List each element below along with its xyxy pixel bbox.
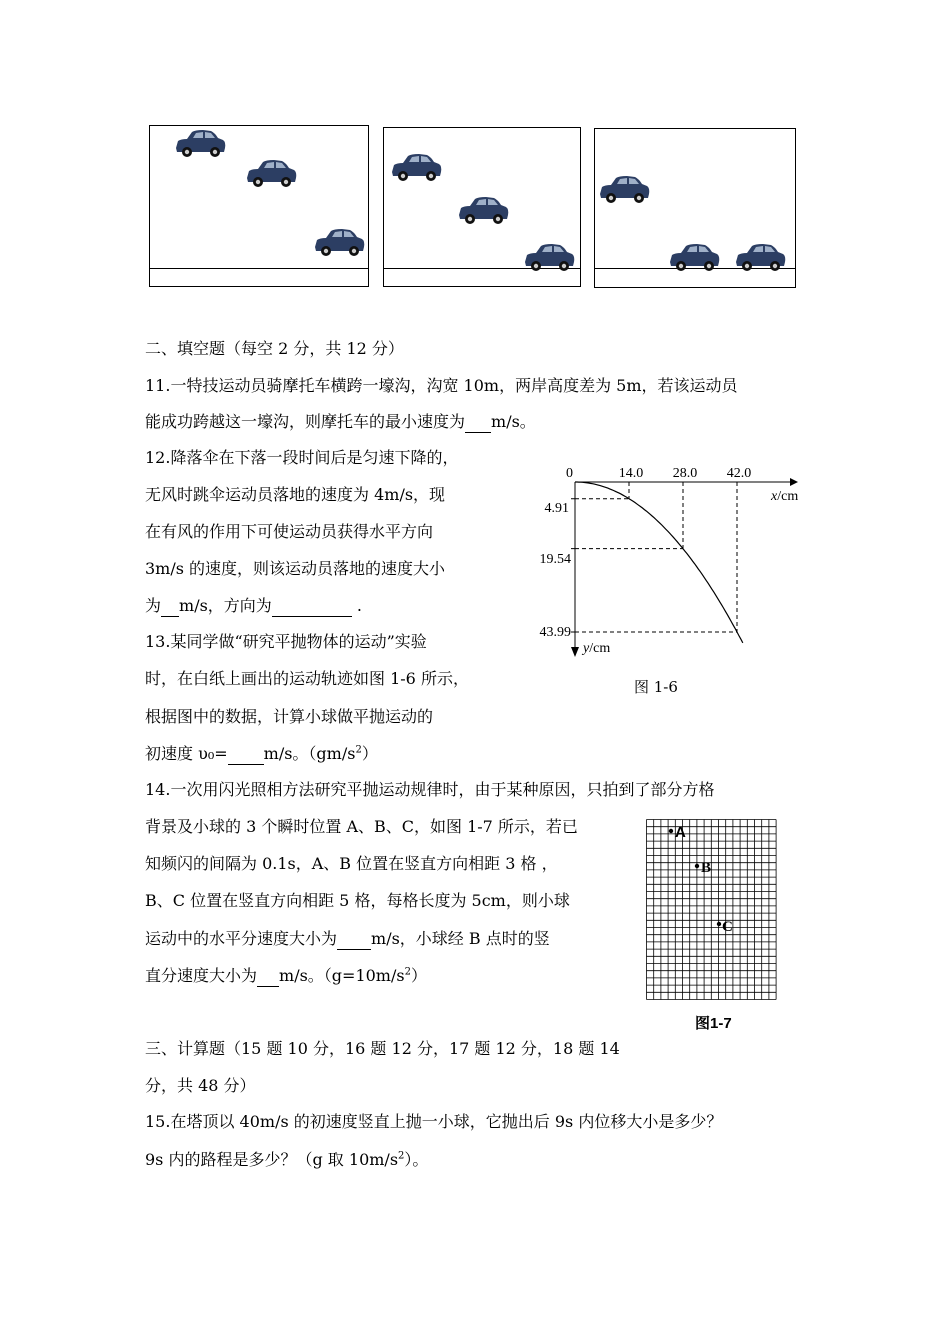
section3-heading-line1: 三、计算题（15 题 10 分，16 题 12 分，17 题 12 分，18 题 14 [145,1039,620,1058]
x-axis-label [770,489,798,504]
car-hub [609,196,613,200]
q11-text: 能成功跨越这一壕沟，则摩托车的最小速度为 [145,412,466,431]
y-tick-label: 4.91 [544,501,569,516]
point-b-label: B [701,860,712,876]
point-c-marker [717,922,721,926]
y-axis-var: y [583,641,590,656]
superscript: 2 [398,1150,405,1162]
figure-1-6-caption: 图 1-6 [634,678,678,696]
section2-heading: 二、填空题（每空 2 分，共 12 分） [145,339,404,358]
q15-line2 [145,1150,428,1170]
point-b-marker [695,864,699,868]
q12-line3: 在有风的作用下可使运动员获得水平方向 [145,522,434,541]
point-a-marker [669,829,673,833]
q11-line2 [145,412,536,433]
trajectory-curve [575,482,743,643]
q12-text: m/s，方向为 [179,596,272,615]
figure-1-7-grid [646,819,777,1006]
q13-line3: 根据图中的数据，计算小球做平抛运动的 [145,707,434,726]
y-tick-label: 19.54 [539,552,571,567]
q15-text: ）。 [404,1150,429,1169]
q12-line1: 12.降落伞在下落一段时间后是匀速下降的， [145,448,459,467]
car-hub [637,196,641,200]
q12-line2: 无风时跳伞运动员落地的速度为 4m/s，现 [145,485,446,504]
superscript: 2 [404,966,411,978]
car-hub [256,180,260,184]
car-image [597,172,651,206]
car-image [312,225,366,259]
car-hub [401,174,405,178]
car-image [389,150,443,184]
q12-line4: 3m/s 的速度，则该运动员落地的速度大小 [145,559,446,578]
answer-blank[interactable] [257,966,279,987]
x-tick-label: 42.0 [726,466,752,481]
q12-text: . [351,596,362,615]
car-hub [284,180,288,184]
q13-text: m/s。（gm/s [263,744,356,763]
car-image [244,156,298,190]
car-hub [468,217,472,221]
q12-text: 为 [145,596,162,615]
q14-text: m/s。（g=10m/s [279,966,405,985]
q14-line4: B、C 位置在竖直方向相距 5 格，每格长度为 5cm，则小球 [145,891,570,910]
q15-text: 9s 内的路程是多少？（g 取 10m/s [145,1150,399,1169]
origin-label: 0 [566,466,573,481]
figure-1-7-caption: 图1-7 [695,1015,732,1032]
car-image [173,126,227,160]
x-axis-arrow [790,478,798,486]
q14-text: ） [410,966,427,985]
ground-line [150,268,368,269]
q13-line1: 13.某同学做“研究平抛物体的运动”实验 [145,632,427,651]
car-hub [185,150,189,154]
y-tick-label: 43.99 [539,625,571,640]
car-image [522,240,576,274]
q14-line5 [145,929,550,950]
q14-line3: 知频闪的间隔为 0.1s，A、B 位置在竖直方向相距 3 格 ， [145,854,558,873]
car-image [667,240,721,274]
car-hub [679,264,683,268]
answer-blank[interactable] [161,596,179,617]
answer-blank[interactable] [272,596,352,617]
superscript: 2 [355,744,362,756]
car-hub [352,249,356,253]
q14-text: m/s，小球经 B 点时的竖 [371,929,550,948]
car-hub [324,249,328,253]
answer-blank[interactable] [228,744,264,765]
car-image [733,240,787,274]
q11-unit: m/s。 [491,412,536,431]
car-hub [562,264,566,268]
car-hub [773,264,777,268]
car-hub [496,217,500,221]
point-c-label: C [722,919,733,935]
y-axis-unit: /cm [589,641,611,656]
q14-text: 运动中的水平分速度大小为 [145,929,338,948]
x-tick-label: 28.0 [672,466,698,481]
point-a-label: A [675,824,686,841]
grid-lines [647,820,777,1000]
x-axis-unit: /cm [777,489,799,504]
x-tick-label: 14.0 [618,466,644,481]
car-image [456,193,510,227]
q11-line1: 11.一特技运动员骑摩托车横跨一壕沟，沟宽 10m，两岸高度差为 5m，若该运动员 [145,376,738,395]
car-hub [534,264,538,268]
y-axis-label [581,641,610,656]
q13-text: ） [361,744,378,763]
car-hub [707,264,711,268]
car-hub [429,174,433,178]
car-hub [745,264,749,268]
q13-line2: 时，在白纸上画出的运动轨迹如图 1-6 所示， [145,669,469,688]
answer-blank[interactable] [465,412,491,433]
q13-line4 [145,744,378,765]
section3-heading-line2: 分，共 48 分） [145,1076,256,1095]
q15-line1: 15.在塔顶以 40m/s 的初速度竖直上抛一小球，它抛出后 9s 内位移大小是多少？ [145,1112,723,1131]
y-axis-arrow [571,647,579,657]
q12-line5 [145,596,362,617]
q14-line1: 14.一次用闪光照相方法研究平抛运动规律时，由于某种原因，只拍到了部分方格 [145,780,715,799]
figure-1-6-chart [520,455,820,700]
q13-text: 初速度 υ₀= [145,744,228,763]
answer-blank[interactable] [337,929,371,950]
q14-line6 [145,966,427,987]
car-hub [213,150,217,154]
x-axis-var: x [771,489,778,504]
q14-text: 直分速度大小为 [145,966,258,985]
q14-line2: 背景及小球的 3 个瞬时位置 A、B、C，如图 1-7 所示，若已 [145,817,578,836]
